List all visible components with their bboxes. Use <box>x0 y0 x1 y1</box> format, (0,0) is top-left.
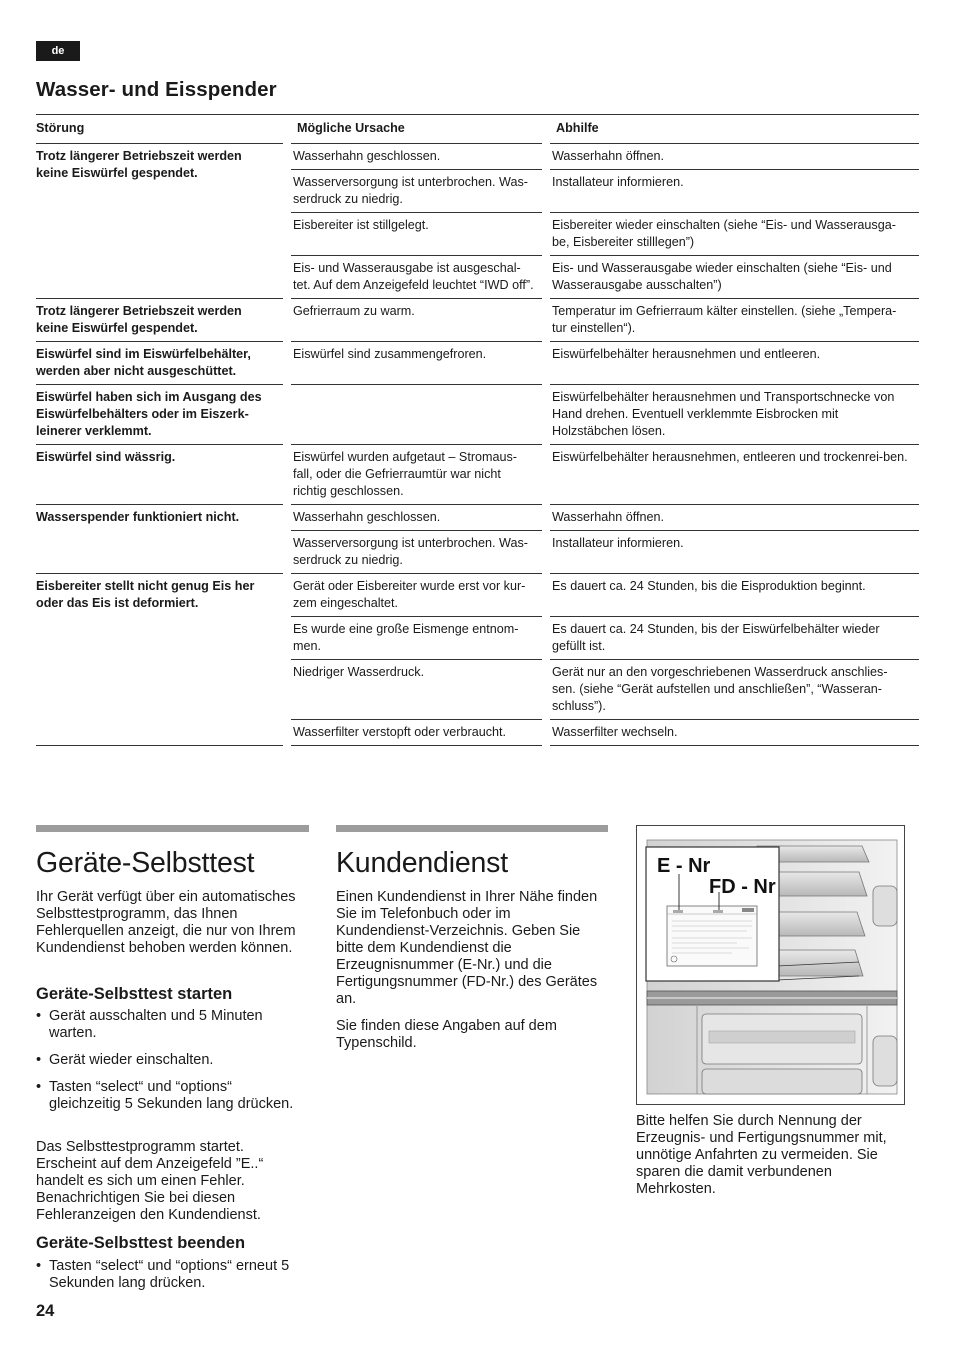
column-header-cause: Mögliche Ursache <box>287 115 546 144</box>
list-item: • Tasten “select“ und “options“ gleichzeitig 5 Sekunden lang drücken. <box>36 1079 301 1113</box>
problem-cell: Eiswürfel sind wässrig. <box>36 445 287 505</box>
type-plate-figure <box>636 825 905 1105</box>
cause-cell: Wasserfilter verstopft oder verbraucht. <box>287 720 546 746</box>
problem-cell: Eisbereiter stellt nicht genug Eis her oder das Eis ist deformiert. <box>36 574 287 746</box>
cause-cell: Eiswürfel wurden aufgetaut – Stromaus-fall, oder die Gefrierraumtür war nicht richtig geschlossen. <box>287 445 546 505</box>
table-body <box>36 144 919 746</box>
selftest-end-heading: Geräte-Selbsttest beenden <box>36 1234 246 1252</box>
remedy-cell: Wasserfilter wechseln. <box>546 720 919 746</box>
fridge-interior-illustration <box>637 826 904 1104</box>
selftest-title: Geräte-Selbsttest <box>36 847 255 879</box>
table-row <box>36 299 919 342</box>
list-item: • Gerät wieder einschalten. <box>36 1052 301 1069</box>
column-header-problem: Störung <box>36 115 287 144</box>
cause-cell: Eiswürfel sind zusammengefroren. <box>287 342 546 385</box>
service-paragraph-2: Sie finden diese Angaben auf dem Typenschild. <box>336 1018 557 1051</box>
remedy-cell: Es dauert ca. 24 Stunden, bis die Eisproduktion beginnt. <box>546 574 919 617</box>
table-row <box>36 574 919 617</box>
remedy-cell: Es dauert ca. 24 Stunden, bis der Eiswürfelbehälter wieder gefüllt ist. <box>546 617 919 660</box>
cause-cell: Gerät oder Eisbereiter wurde erst vor kur-zem eingeschaltet. <box>287 574 546 617</box>
list-item: • Tasten “select“ und “options“ erneut 5 Sekunden lang drücken. <box>36 1258 304 1292</box>
selftest-start-steps <box>36 1008 301 1123</box>
remedy-cell: Wasserhahn öffnen. <box>546 144 919 170</box>
section-divider-bar <box>336 825 608 832</box>
figure-caption <box>636 1113 912 1208</box>
table-row <box>36 385 919 445</box>
remedy-cell: Gerät nur an den vorgeschriebenen Wasserdruck anschlies-sen. (siehe “Gerät aufstellen und anschließen”, “Wasseran-schluss”). <box>546 660 919 720</box>
cause-cell: Wasserversorgung ist unterbrochen. Was-serdruck zu niedrig. <box>287 531 546 574</box>
cause-cell: Es wurde eine große Eismenge entnom-men. <box>287 617 546 660</box>
language-badge: de <box>36 41 80 61</box>
figure-caption-text: Bitte helfen Sie durch Nennung der Erzeugnis- und Fertigungsnummer mit, unnötige Anfahrten zu vermeiden. Sie sparen die damit verbundenen Mehrkosten. <box>636 1113 887 1197</box>
service-text <box>336 889 604 1062</box>
list-item: • Gerät ausschalten und 5 Minuten warten. <box>36 1008 301 1042</box>
selftest-intro-text: Ihr Gerät verfügt über ein automatisches Selbsttestprogramm, das Ihnen Fehlerquellen anzeigt, die nur von Ihrem Kundendienst behoben werden können. <box>36 889 296 956</box>
selftest-result <box>36 1139 298 1234</box>
problem-cell: Eiswürfel sind im Eiswürfelbehälter, werden aber nicht ausgeschüttet. <box>36 342 287 385</box>
table-row <box>36 445 919 505</box>
remedy-cell: Temperatur im Gefrierraum kälter einstellen. (siehe „Tempera-tur einstellen“). <box>546 299 919 342</box>
remedy-cell: Eis- und Wasserausgabe wieder einschalten (siehe “Eis- und Wasserausgabe ausschalten”) <box>546 256 919 299</box>
remedy-cell: Installateur informieren. <box>546 170 919 213</box>
section-title: Wasser- und Eisspender <box>36 78 277 101</box>
cause-cell <box>287 385 546 445</box>
section-divider-bar <box>36 825 309 832</box>
remedy-cell: Eiswürfelbehälter herausnehmen und Transportschnecke von Hand drehen. Eventuell verklemmte Eisbrocken mit Holzstäbchen lösen. <box>546 385 919 445</box>
problem-cell: Trotz längerer Betriebszeit werden keine Eiswürfel gespendet. <box>36 299 287 342</box>
remedy-cell: Eiswürfelbehälter herausnehmen, entleeren und trockenrei-ben. <box>546 445 919 505</box>
table-header-row <box>36 115 919 144</box>
problem-cell: Wasserspender funktioniert nicht. <box>36 505 287 574</box>
table-row <box>36 144 919 170</box>
cause-cell: Wasserhahn geschlossen. <box>287 144 546 170</box>
selftest-end-steps <box>36 1258 304 1302</box>
selftest-start-heading: Geräte-Selbsttest starten <box>36 985 233 1003</box>
cause-cell: Niedriger Wasserdruck. <box>287 660 546 720</box>
remedy-cell: Eiswürfelbehälter herausnehmen und entleeren. <box>546 342 919 385</box>
e-number-label: E - Nr <box>657 855 711 877</box>
fd-number-label: FD - Nr <box>709 876 776 898</box>
problem-cell: Eiswürfel haben sich im Ausgang des Eiswürfelbehälters oder im Eiszerk-leinerer verklemmt. <box>36 385 287 445</box>
service-paragraph-1: Einen Kundendienst in Ihrer Nähe finden Sie im Telefonbuch oder im Kundendienst-Verzeichnis. Geben Sie bitte dem Kundendienst die Erzeugnisnummer (E-Nr.) und die Fertigungsnummer (FD-Nr.) des Gerätes an. <box>336 889 598 1007</box>
problem-cell: Trotz längerer Betriebszeit werden keine Eiswürfel gespendet. <box>36 144 287 299</box>
troubleshooting-table <box>36 114 919 746</box>
table-row <box>36 505 919 531</box>
cause-cell: Wasserversorgung ist unterbrochen. Was-serdruck zu niedrig. <box>287 170 546 213</box>
column-header-remedy: Abhilfe <box>546 115 919 144</box>
page-number: 24 <box>36 1302 55 1320</box>
cause-cell: Wasserhahn geschlossen. <box>287 505 546 531</box>
table-row <box>36 342 919 385</box>
cause-cell: Eis- und Wasserausgabe ist ausgeschal-tet. Auf dem Anzeigefeld leuchtet “IWD off”. <box>287 256 546 299</box>
service-title: Kundendienst <box>336 847 508 879</box>
selftest-intro <box>36 889 298 967</box>
cause-cell: Gefrierraum zu warm. <box>287 299 546 342</box>
cause-cell: Eisbereiter ist stillgelegt. <box>287 213 546 256</box>
selftest-result-text: Das Selbsttestprogramm startet. Erscheint auf dem Anzeigefeld ”E..“ handelt es sich um einen Fehler. Benachrichtigen Sie bei diesen Fehleranzeigen den Kundendienst. <box>36 1139 264 1223</box>
remedy-cell: Wasserhahn öffnen. <box>546 505 919 531</box>
remedy-cell: Eisbereiter wieder einschalten (siehe “Eis- und Wasserausga-be, Eisbereiter stilllegen”) <box>546 213 919 256</box>
remedy-cell: Installateur informieren. <box>546 531 919 574</box>
